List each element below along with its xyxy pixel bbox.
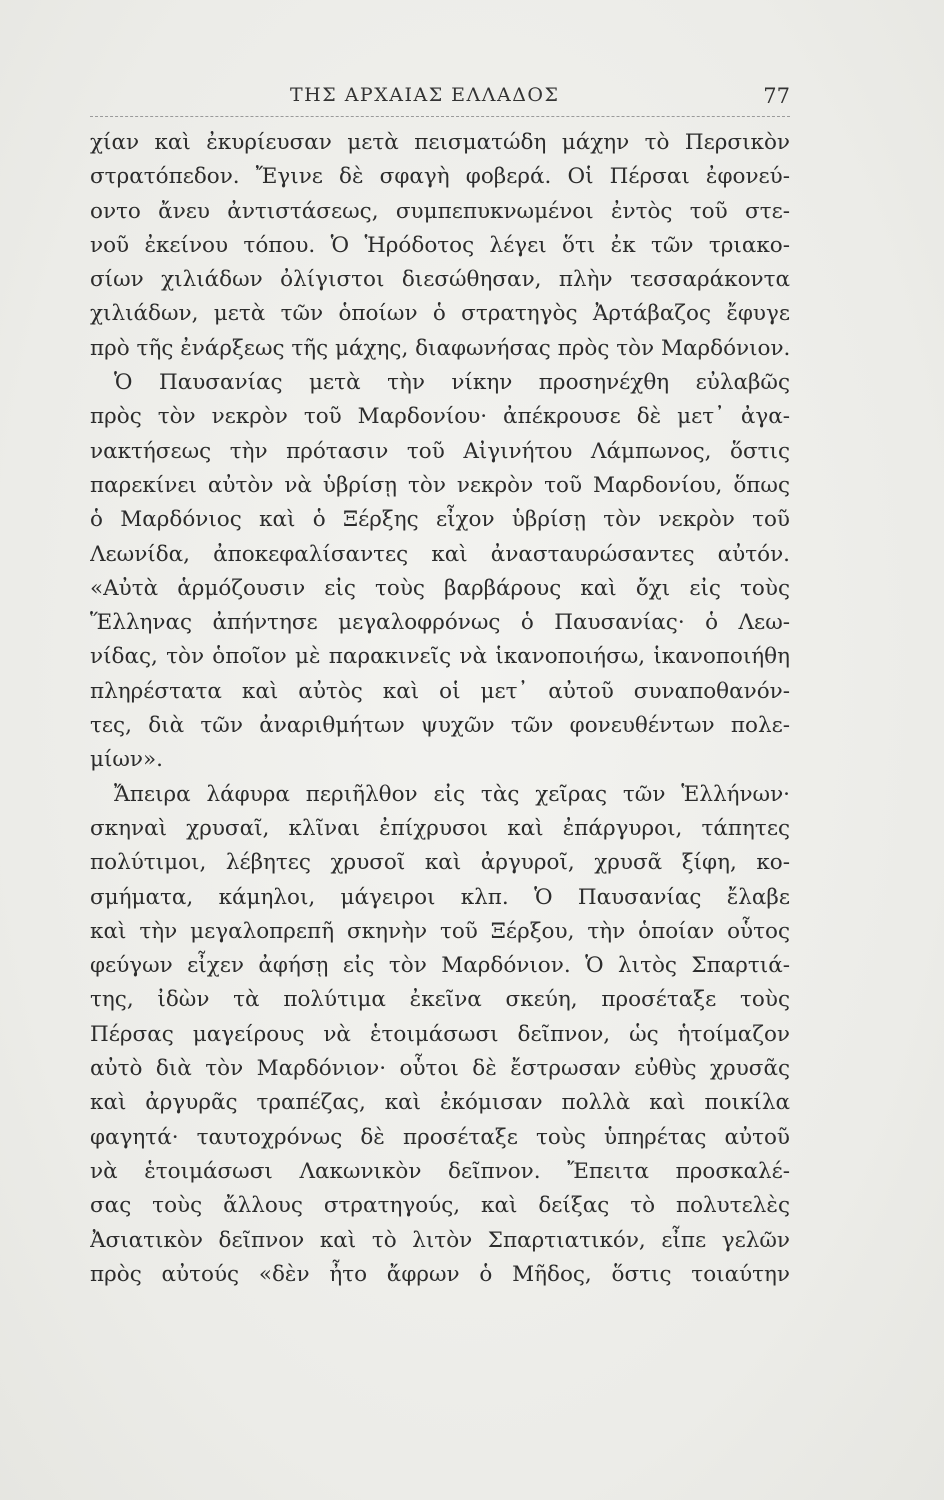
running-title: ΤΗΣ ΑΡΧΑΙΑΣ ΕΛΛΑΔΟΣ: [290, 84, 560, 106]
text-line: σκηναὶ χρυσαῖ, κλῖναι ἐπίχρυσοι καὶ ἐπάργυροι, τάπητες: [90, 815, 790, 841]
text-line: σίων χιλιάδων ὀλίγιστοι διεσώθησαν, πλὴν τεσσαράκοντα: [90, 267, 790, 293]
text-line: πρὸ τῆς ἐνάρξεως τῆς μάχης, διαφωνήσας πρὸς τὸν Μαρδόνιον.: [90, 335, 790, 361]
text-line: της, ἰδὼν τὰ πολύτιμα ἐκεῖνα σκεύη, προσέταξε τοὺς: [90, 987, 790, 1013]
text-line: ὁ Μαρδόνιος καὶ ὁ Ξέρξης εἶχον ὑβρίσῃ τὸν νεκρὸν τοῦ: [90, 507, 790, 533]
text-line: Λεωνίδα, ἀποκεφαλίσαντες καὶ ἀνασταυρώσαντες αὐτόν.: [90, 541, 790, 567]
text-line: μίων».: [90, 747, 163, 773]
text-line: Ἀσιατικὸν δεῖπνον καὶ τὸ λιτὸν Σπαρτιατικόν, εἶπε γελῶν: [90, 1227, 790, 1253]
text-line: τες, διὰ τῶν ἀναριθμήτων ψυχῶν τῶν φονευθέντων πολε-: [90, 713, 790, 739]
body-text: [90, 126, 790, 1292]
text-line: νοῦ ἐκείνου τόπου. Ὁ Ἡρόδοτος λέγει ὅτι ἐκ τῶν τριακο-: [90, 232, 790, 258]
text-line: νὰ ἑτοιμάσωσι Λακωνικὸν δεῖπνον. Ἔπειτα προσκαλέ-: [90, 1158, 790, 1184]
text-line: φαγητά· ταυτοχρόνως δὲ προσέταξε τοὺς ὑπηρέτας αὐτοῦ: [90, 1124, 790, 1150]
page-header: [90, 84, 790, 114]
text-line: οντο ἄνευ ἀντιστάσεως, συμπεπυκνωμένοι ἐντὸς τοῦ στε-: [90, 198, 790, 224]
text-line: πρὸς τὸν νεκρὸν τοῦ Μαρδονίου· ἀπέκρουσε δὲ μετ᾽ ἀγα-: [90, 404, 790, 430]
text-line: καὶ τὴν μεγαλοπρεπῆ σκηνὴν τοῦ Ξέρξου, τὴν ὁποίαν οὗτος: [90, 918, 790, 944]
text-line: Ἄπειρα λάφυρα περιῆλθον εἰς τὰς χεῖρας τῶν Ἑλλήνων·: [114, 781, 790, 807]
page-number: 77: [763, 84, 790, 108]
text-line: αὐτὸ διὰ τὸν Μαρδόνιον· οὗτοι δὲ ἔστρωσαν εὐθὺς χρυσᾶς: [90, 1056, 790, 1082]
text-line: Πέρσας μαγείρους νὰ ἑτοιμάσωσι δεῖπνον, ὡς ἡτοίμαζον: [90, 1021, 790, 1047]
text-line: πληρέστατα καὶ αὐτὸς καὶ οἱ μετ᾽ αὐτοῦ συναποθανόν-: [90, 678, 790, 704]
text-line: Ἕλληνας ἀπήντησε μεγαλοφρόνως ὁ Παυσανίας· ὁ Λεω-: [90, 610, 790, 636]
text-line: καὶ ἀργυρᾶς τραπέζας, καὶ ἐκόμισαν πολλὰ καὶ ποικίλα: [90, 1090, 790, 1116]
text-line: σμήματα, κάμηλοι, μάγειροι κλπ. Ὁ Παυσανίας ἔλαβε: [90, 884, 790, 910]
text-line: στρατόπεδον. Ἔγινε δὲ σφαγὴ φοβερά. Οἱ Πέρσαι ἐφονεύ-: [90, 164, 790, 190]
text-line: νακτήσεως τὴν πρότασιν τοῦ Αἰγινήτου Λάμπωνος, ὅστις: [90, 438, 790, 464]
text-line: φεύγων εἶχεν ἀφήσῃ εἰς τὸν Μαρδόνιον. Ὁ λιτὸς Σπαρτιά-: [90, 953, 790, 979]
text-line: Ὁ Παυσανίας μετὰ τὴν νίκην προσηνέχθη εὐλαβῶς: [114, 370, 790, 396]
text-line: πολύτιμοι, λέβητες χρυσοῖ καὶ ἀργυροῖ, χρυσᾶ ξίφη, κο-: [90, 850, 790, 876]
header-rule: [90, 116, 790, 117]
text-line: παρεκίνει αὐτὸν νὰ ὑβρίσῃ τὸν νεκρὸν τοῦ Μαρδονίου, ὅπως: [90, 472, 790, 498]
text-line: νίδας, τὸν ὁποῖον μὲ παρακινεῖς νὰ ἱκανοποιήσω, ἱκανοποιήθη: [90, 644, 790, 670]
text-line: «Αὐτὰ ἁρμόζουσιν εἰς τοὺς βαρβάρους καὶ ὄχι εἰς τοὺς: [90, 575, 790, 601]
text-line: σας τοὺς ἄλλους στρατηγούς, καὶ δείξας τὸ πολυτελὲς: [90, 1193, 790, 1219]
text-line: πρὸς αὐτούς «δὲν ἦτο ἄφρων ὁ Μῆδος, ὅστις τοιαύτην: [90, 1261, 790, 1287]
text-line: χίαν καὶ ἐκυρίευσαν μετὰ πεισματώδη μάχην τὸ Περσικὸν: [90, 130, 790, 155]
text-line: χιλιάδων, μετὰ τῶν ὁποίων ὁ στρατηγὸς Ἀρτάβαζος ἔφυγε: [90, 301, 790, 327]
